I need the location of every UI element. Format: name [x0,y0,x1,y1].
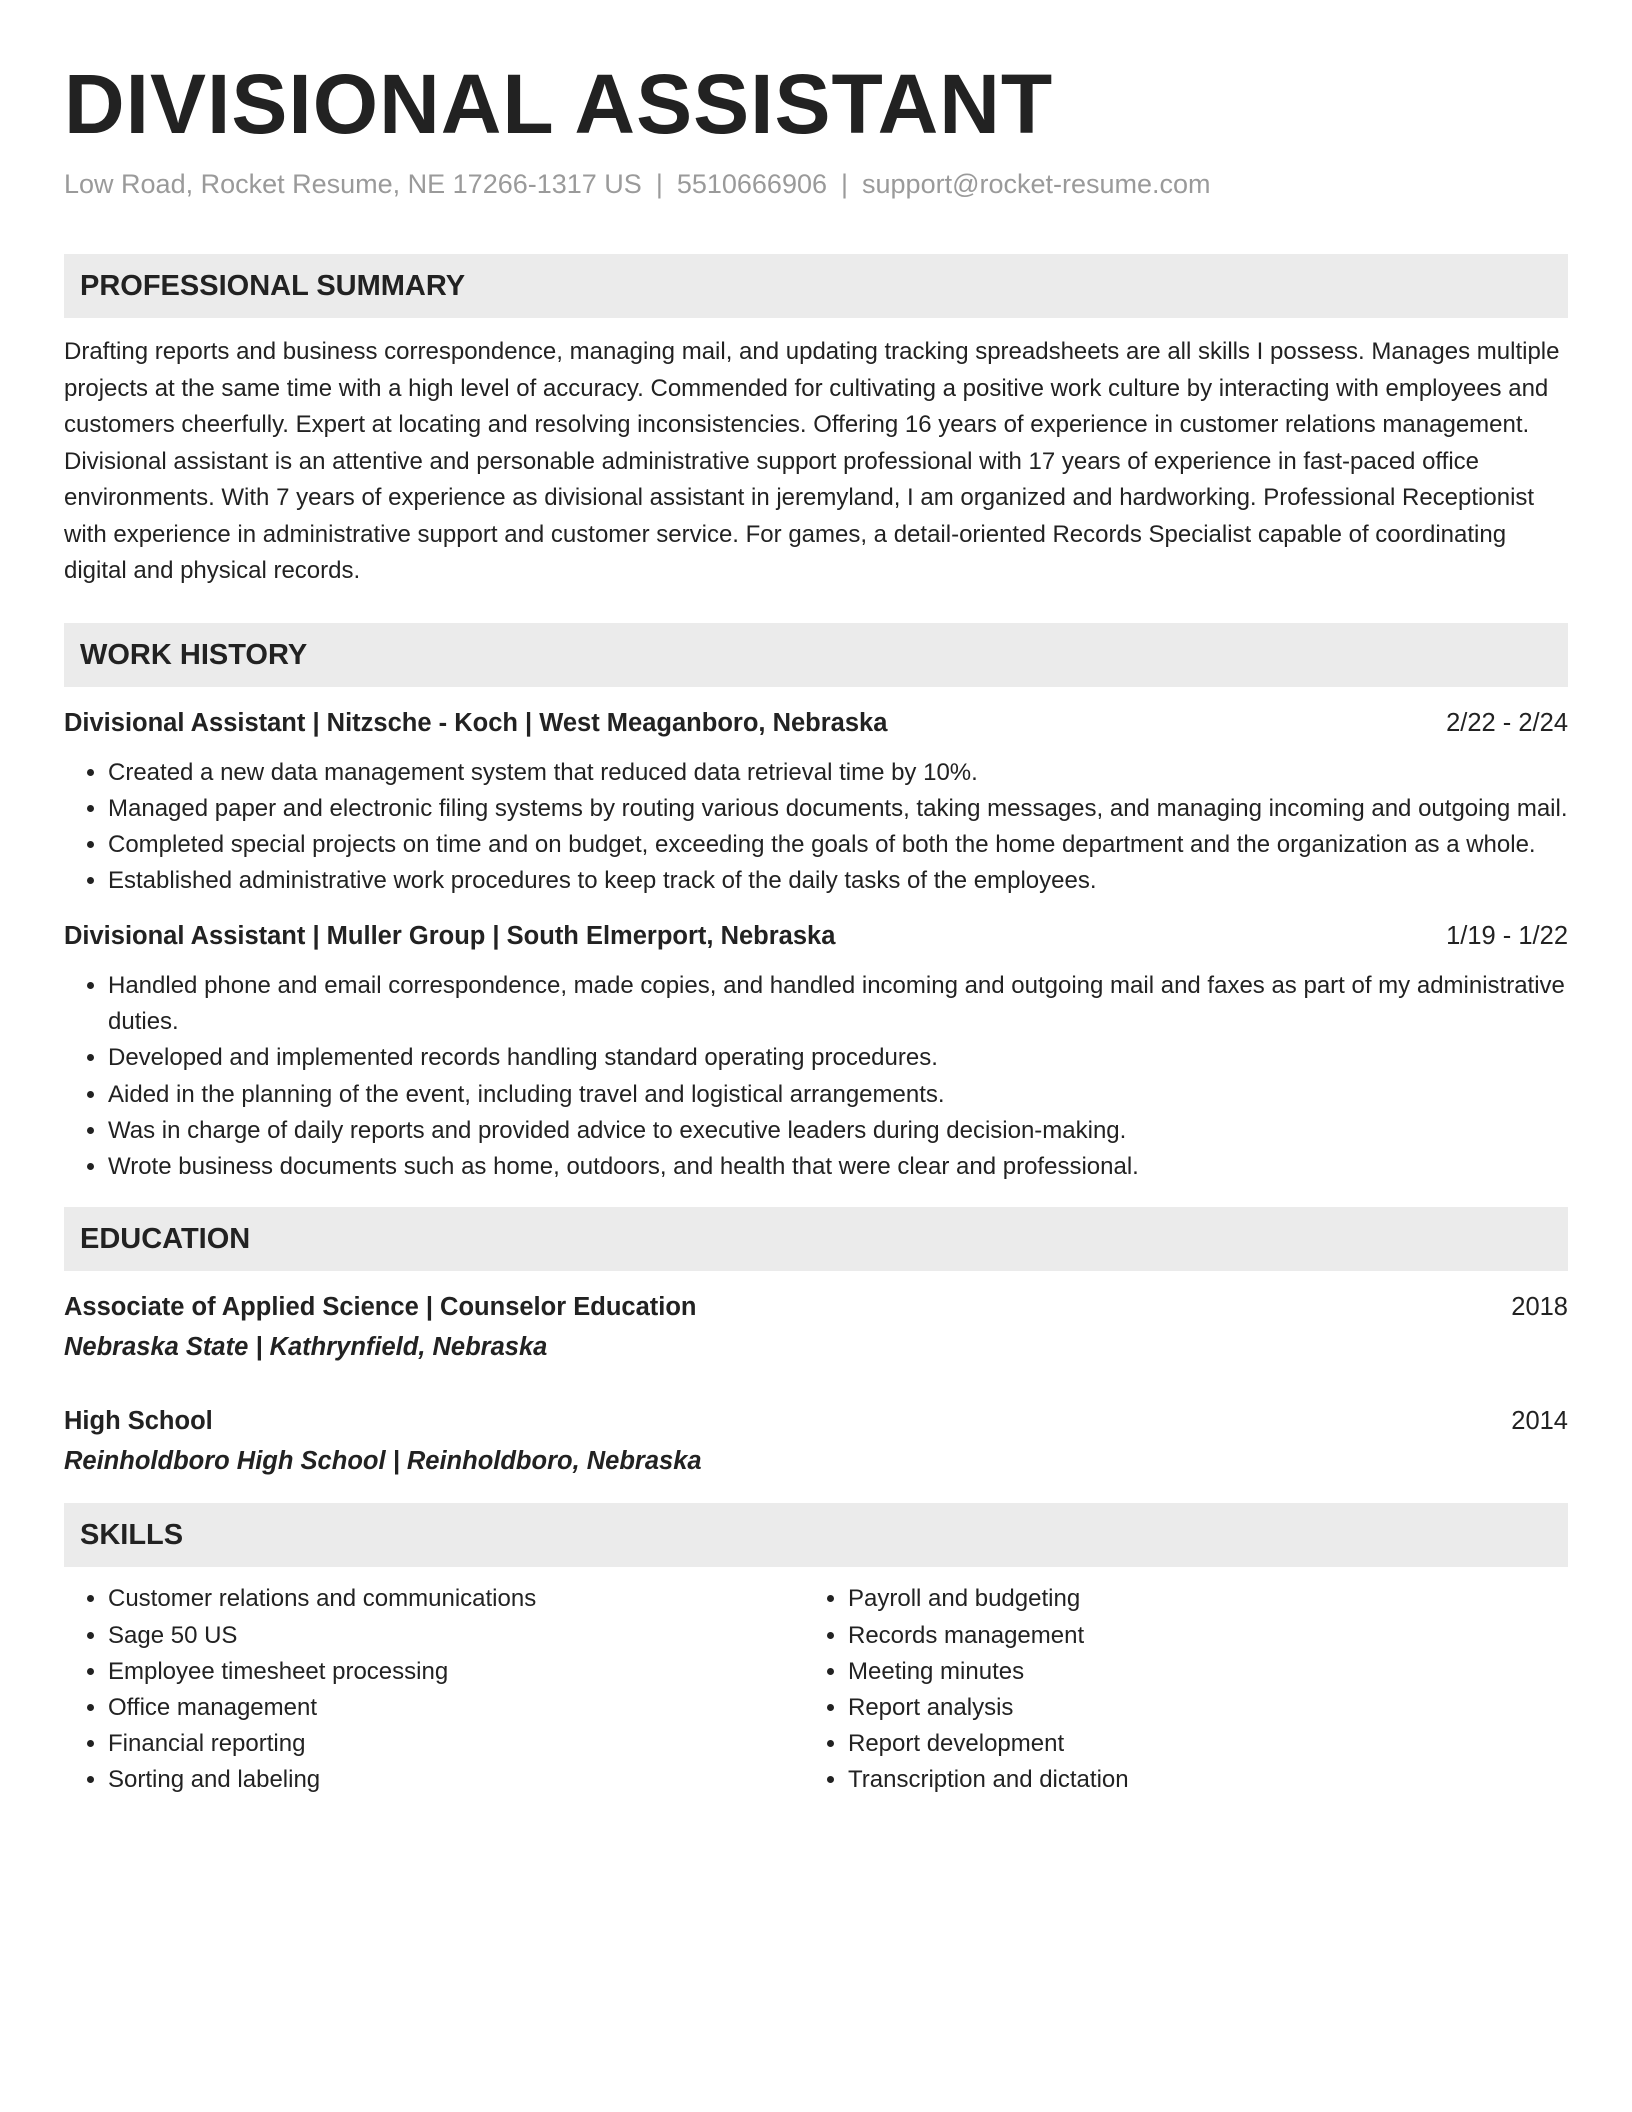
job-bullet: • Managed paper and electronic filing systems by routing various documents, taking messages, and managing incoming and outgoing mail. [108,791,1568,827]
job-bullets [64,755,1568,900]
contact-address: Low Road, Rocket Resume, NE 17266-1317 US [64,169,642,199]
education-header [64,1403,1568,1439]
education-year: 2018 [1511,1293,1568,1322]
education-entry [64,1403,1568,1479]
job-title: Divisional Assistant | Nitzsche - Koch | West Meaganboro, Nebraska [64,708,888,737]
skill-item: • Payroll and budgeting [848,1581,1544,1617]
section-header-work-history: WORK HISTORY [64,623,1568,687]
job-bullets [64,968,1568,1186]
education-degree: High School [64,1407,213,1436]
skill-item: • Financial reporting [108,1726,804,1762]
job-bullet: • Handled phone and email correspondence, made copies, and handled incoming and outgoing mail and faxes as part of my administrative duties. [108,968,1568,1041]
job-bullet: • Aided in the planning of the event, including travel and logistical arrangements. [108,1077,1568,1113]
job-title: Divisional Assistant | Muller Group | South Elmerport, Nebraska [64,921,836,950]
section-header-summary: PROFESSIONAL SUMMARY [64,254,1568,318]
education-entry [64,1289,1568,1365]
skill-item: • Sage 50 US [108,1618,804,1654]
skill-item: • Transcription and dictation [848,1762,1544,1798]
education-school: Reinholdboro High School | Reinholdboro, Nebraska [64,1447,702,1476]
contact-email: support@rocket-resume.com [862,169,1211,199]
job-bullet: • Was in charge of daily reports and provided advice to executive leaders during decision-making. [108,1113,1568,1149]
skills-column-2 [804,1581,1544,1798]
education-year: 2014 [1511,1407,1568,1436]
skill-item: • Report development [848,1726,1544,1762]
job-bullet: • Created a new data management system that reduced data retrieval time by 10%. [108,755,1568,791]
job-header [64,918,1568,954]
education-header [64,1289,1568,1325]
skill-item: • Records management [848,1618,1544,1654]
education-school: Nebraska State | Kathrynfield, Nebraska [64,1333,548,1362]
job-dates: 1/19 - 1/22 [1446,921,1568,950]
contact-line [64,166,1568,202]
skill-item: • Customer relations and communications [108,1581,804,1617]
job-dates: 2/22 - 2/24 [1446,708,1568,737]
skills-list [64,1581,1568,1798]
job-bullet: • Developed and implemented records handling standard operating procedures. [108,1040,1568,1076]
contact-separator: | [841,169,849,199]
summary-text: Drafting reports and business correspondence, managing mail, and updating tracking spreadsheets are all skills I possess. Manages multiple projects at the same time with a high level of accuracy. Commended for cultivating a positive work culture by interacting with employees and customers cheerfully. Expert at locating and resolving inconsistencies. Offering 16 years of experience in customer relations management. Divisional assistant is an attentive and personable administrative support professional with 17 years of experience in fast-paced office environments. With 7 years of experience as divisional assistant in jeremyland, I am organized and hardworking. Professional Receptionist with experience in administrative support and customer service. For games, a detail-oriented Records Specialist capable of coordinating digital and physical records. [64,338,1560,584]
job-entry [64,705,1568,900]
skills-column-1 [64,1581,804,1798]
skill-item: • Employee timesheet processing [108,1654,804,1690]
skill-item: • Meeting minutes [848,1654,1544,1690]
section-header-education: EDUCATION [64,1207,1568,1271]
job-bullet: • Established administrative work procedures to keep track of the daily tasks of the employees. [108,863,1568,899]
skill-item: • Sorting and labeling [108,1762,804,1798]
job-entry [64,918,1568,1186]
contact-separator: | [655,169,663,199]
skill-item: • Office management [108,1690,804,1726]
skill-item: • Report analysis [848,1690,1544,1726]
section-header-skills: SKILLS [64,1503,1568,1567]
job-header [64,705,1568,741]
candidate-name: DIVISIONAL ASSISTANT [64,57,1054,151]
job-bullet: • Wrote business documents such as home, outdoors, and health that were clear and professional. [108,1149,1568,1185]
contact-phone: 5510666906 [676,169,827,199]
job-bullet: • Completed special projects on time and on budget, exceeding the goals of both the home department and the organization as a whole. [108,827,1568,863]
education-degree: Associate of Applied Science | Counselor Education [64,1293,697,1322]
